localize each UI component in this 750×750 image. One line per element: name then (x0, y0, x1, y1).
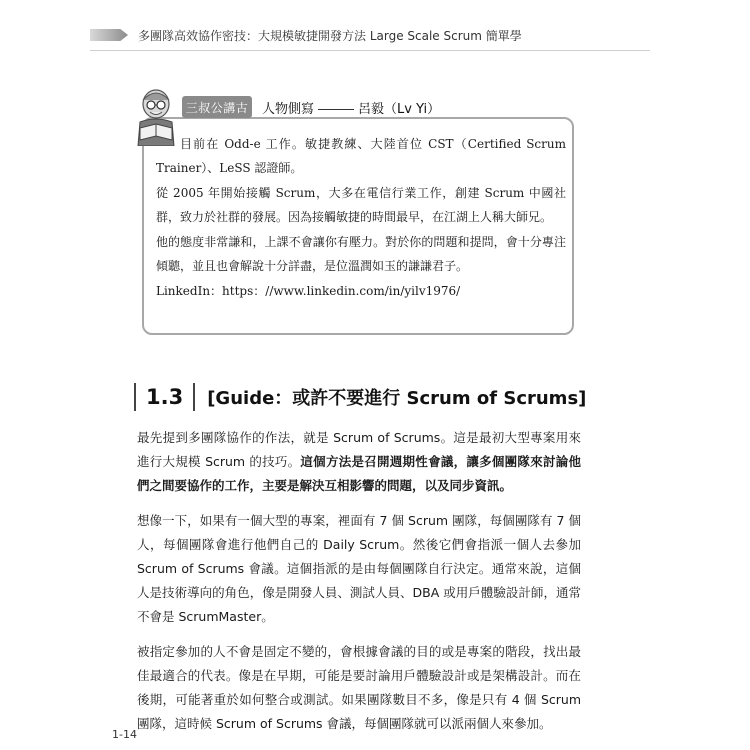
page-number: 1-14 (112, 728, 137, 741)
header-arrow-icon (90, 29, 128, 41)
header-divider (90, 50, 650, 51)
sidebar-linkedin: LinkedIn：https：//www.linkedin.com/in/yilv1976/ (156, 284, 461, 298)
sidebar-paragraph: 從 2005 年開始接觸 Scrum，大多在電信行業工作，創建 Scrum 中國社群，致力於社群的發展。因為接觸敏捷的時間最早，在江湖上人稱大師兄。 (156, 186, 566, 224)
section-heading (134, 380, 586, 414)
body-paragraph-1-text: 最先提到多團隊協作的作法，就是 Scrum of Scrums。這是最初大型專案用來進行大規模 Scrum 的技巧。 (137, 430, 581, 469)
sidebar-heading (262, 98, 440, 117)
body-paragraph-1 (137, 426, 581, 498)
sidebar-paragraph: 目前在 Odd-e 工作。敏捷教練、大陸首位 CST（Certified Scrum Trainer）、LeSS 認證師。 (156, 137, 566, 175)
body-paragraph-1-emphasis: 這個方法是召開週期性會議，讓多個團隊來討論他們之間要協作的工作，主要是解決互相影響的問題，以及同步資訊。 (137, 454, 581, 493)
sidebar-tab (182, 96, 252, 118)
section-title: [Guide：或許不要進行 Scrum of Scrums] (207, 388, 587, 409)
sidebar-paragraph: 他的態度非常謙和，上課不會讓你有壓力。對於你的問題和提問，會十分專注傾聽，並且也會解說十分詳盡，是位溫潤如玉的謙謙君子。 (156, 235, 566, 273)
section-bar (134, 383, 136, 411)
sidebar-heading-prefix: 人物側寫 (262, 102, 315, 117)
body-paragraph-3: 被指定參加的人不會是固定不變的，會根據會議的目的或是專案的階段，找出最佳最適合的代表。像是在早期，可能是要討論用戶體驗設計或是架構設計。而在後期，可能著重於如何整合或測試。如果團隊數目不多，像是只有 4 個 Scrum 團隊，這時候 Scrum of Scrums 會議，每個團隊就可以派兩個人來參加。 (137, 644, 581, 731)
sidebar-content (156, 133, 566, 306)
heading-dash (318, 109, 354, 110)
body-text (137, 426, 581, 747)
body-paragraph-2: 想像一下，如果有一個大型的專案，裡面有 7 個 Scrum 團隊，每個團隊有 7 個人，每個團隊會進行他們自己的 Daily Scrum。然後它們會指派一個人去參加 Scrum of Scrums 會議。這個指派的是由每個團隊自行決定。通常來說，這個人是技術導向的角色，像是開發人員、測試人員、DBA 或用戶體驗設計師，通常不會是 ScrumMaster。 (137, 513, 581, 624)
sidebar-tab-label: 三叔公講古 (185, 100, 249, 115)
running-header (90, 24, 660, 46)
running-title: 多團隊高效協作密技：大規模敏捷開發方法 Large Scale Scrum 簡單學 (138, 28, 522, 43)
section-bar (193, 383, 195, 411)
section-number: 1.3 (146, 385, 184, 409)
sidebar-heading-name: 呂毅（Lv Yi） (358, 102, 441, 117)
